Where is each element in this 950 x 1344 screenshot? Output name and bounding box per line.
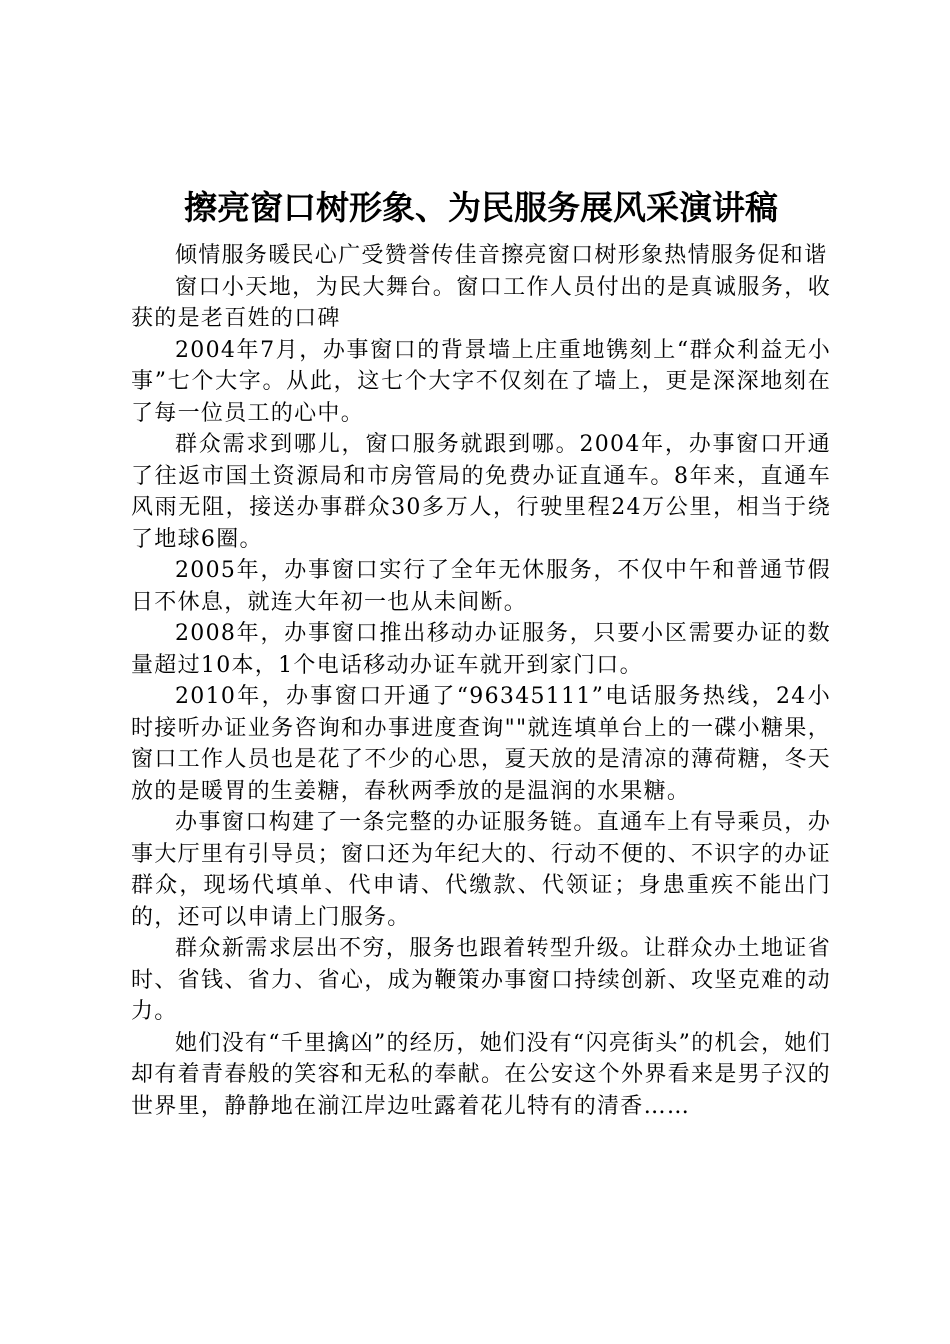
paragraph-4: 群众需求到哪儿，窗口服务就跟到哪。2004年，办事窗口开通了往返市国土资源局和市房管局的免费办证直通车。8年来，直通车风雨无阻，接送办事群众30多万人，行驶里程24万公里，相当于绕了地球6圈。	[131, 432, 831, 552]
paragraph-9: 群众新需求层出不穷，服务也跟着转型升级。让群众办土地证省时、省钱、省力、省心，成为鞭策办事窗口持续创新、攻坚克难的动力。	[131, 936, 831, 1024]
paragraph-1: 倾情服务暖民心广受赞誉传佳音擦亮窗口树形象热情服务促和谐	[175, 243, 828, 268]
paragraph-6: 2008年，办事窗口推出移动办证服务，只要小区需要办证的数量超过10本，1个电话移动办证车就开到家门口。	[131, 621, 831, 678]
paragraph-3: 2004年7月，办事窗口的背景墙上庄重地镌刻上“群众利益无小事”七个大字。从此，这七个大字不仅刻在了墙上，更是深深地刻在了每一位员工的心中。	[131, 337, 831, 426]
paragraph-2: 窗口小天地，为民大舞台。窗口工作人员付出的是真诚服务，收获的是老百姓的口碑	[131, 274, 831, 331]
document-page	[131, 182, 831, 1122]
paragraph-5: 2005年，办事窗口实行了全年无休服务，不仅中午和普通节假日不休息，就连大年初一也从未间断。	[131, 558, 831, 615]
paragraph-7: 2010年，办事窗口开通了“96345111”电话服务热线，24小时接听办证业务咨询和办事进度查询""就连填单台上的一碟小糖果，窗口工作人员也是花了不少的心思，夏天放的是清凉的薄荷糖，冬天放的是暖胃的生姜糖，春秋两季放的是温润的水果糖。	[131, 684, 831, 804]
document-title: 擦亮窗口树形象、为民服务展风采演讲稿	[184, 188, 778, 227]
paragraph-8: 办事窗口构建了一条完整的办证服务链。直通车上有导乘员，办事大厅里有引导员；窗口还为年纪大的、行动不便的、不识字的办证群众，现场代填单、代申请、代缴款、代领证；身患重疾不能出门的，还可以申请上门服务。	[131, 810, 831, 930]
paragraph-10: 她们没有“千里擒凶”的经历，她们没有“闪亮街头”的机会，她们却有着青春般的笑容和无私的奉献。在公安这个外界看来是男子汉的世界里，静静地在湔江岸边吐露着花儿特有的清香……	[131, 1030, 831, 1119]
